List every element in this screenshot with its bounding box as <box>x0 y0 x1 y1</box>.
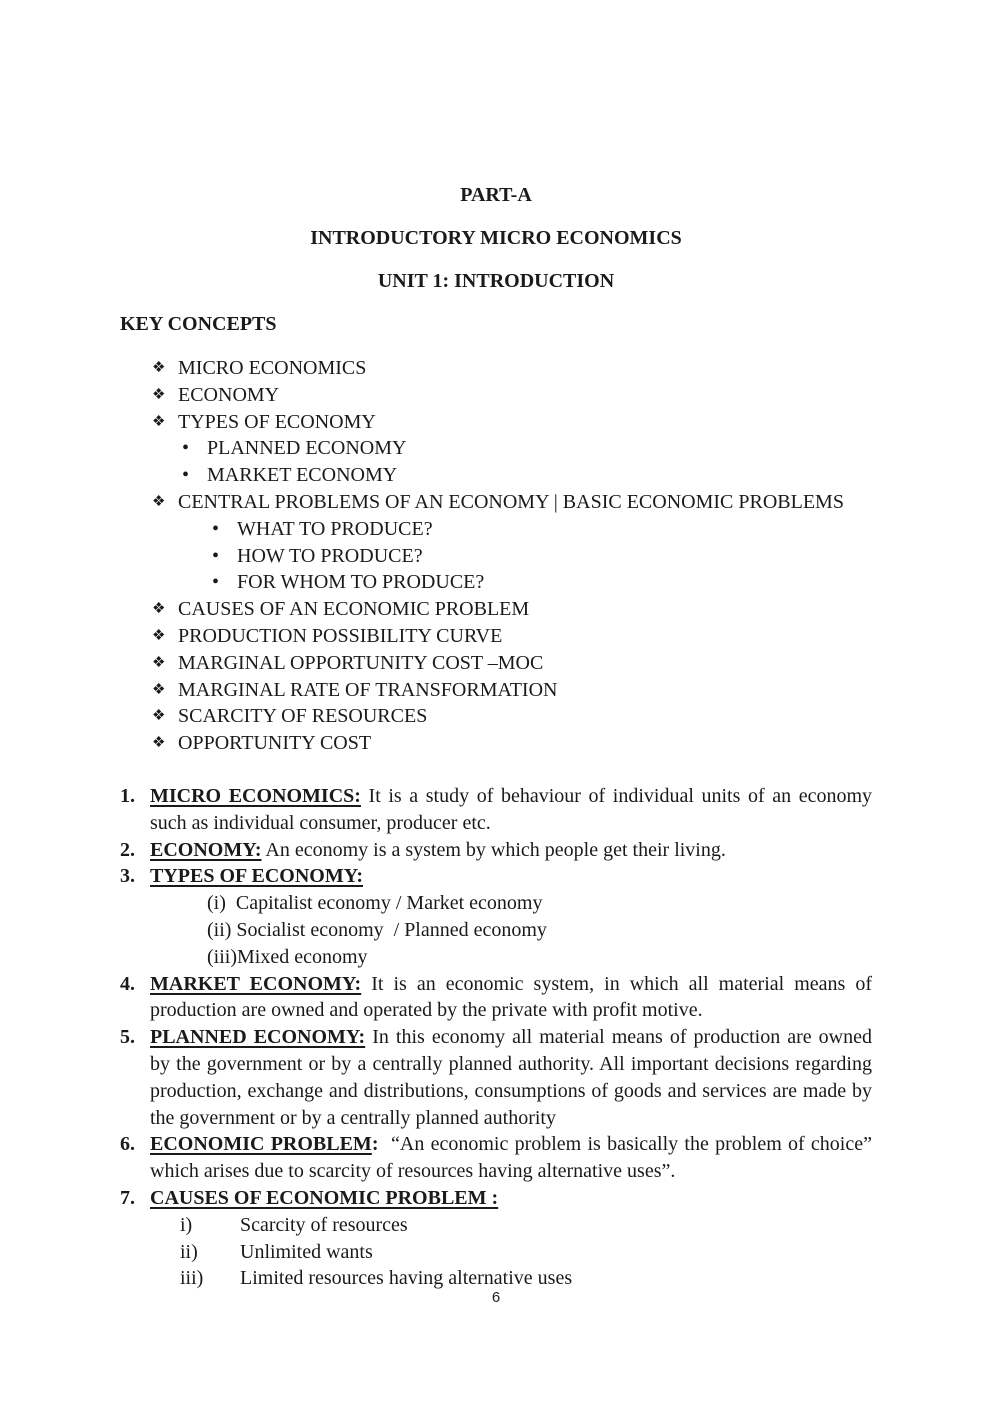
dot-bullet-icon: • <box>182 464 190 487</box>
key-concept-label: HOW TO PRODUCE? <box>237 544 423 567</box>
unit-title: UNIT 1: INTRODUCTION <box>377 270 615 292</box>
key-concept-subitem <box>120 462 872 489</box>
key-concepts-heading: KEY CONCEPTS <box>120 313 277 335</box>
causes-sublist <box>120 1212 872 1292</box>
key-concept-item <box>120 489 872 516</box>
definition-text <box>150 837 872 864</box>
item-number: 4. <box>120 972 135 995</box>
definition-item <box>120 863 872 890</box>
definitions-list <box>120 783 872 1292</box>
definition-body: “An economic problem is basically the problem of choice” which arises due to scarcity of resources having alternative uses”. <box>150 1133 872 1183</box>
diamond-bullet-icon: ❖ <box>152 413 166 430</box>
key-concept-item <box>120 623 872 650</box>
diamond-bullet-icon: ❖ <box>152 708 166 725</box>
definition-term: MARKET ECONOMY: <box>150 972 362 995</box>
sublist-item-text: Scarcity of resources <box>240 1213 408 1236</box>
key-concept-label: MARGINAL RATE OF TRANSFORMATION <box>178 678 558 701</box>
key-concept-label: MARKET ECONOMY <box>207 464 398 487</box>
key-concept-label: SCARCITY OF RESOURCES <box>178 705 428 728</box>
definition-term: ECONOMY: <box>150 838 262 861</box>
definition-item <box>120 971 872 1025</box>
definition-item <box>120 1131 872 1185</box>
item-number: 3. <box>120 865 135 888</box>
diamond-bullet-icon: ❖ <box>152 360 166 376</box>
part-title: PART-A <box>460 184 532 206</box>
key-concept-label: MICRO ECONOMICS <box>178 357 367 379</box>
key-concept-item <box>120 650 872 677</box>
sublist-item <box>120 1239 872 1266</box>
dot-bullet-icon: • <box>212 544 220 567</box>
key-concept-item <box>120 596 872 623</box>
key-concepts-list <box>120 355 872 757</box>
key-concept-label: TYPES OF ECONOMY <box>178 410 376 433</box>
definition-term: PLANNED ECONOMY: <box>150 1026 366 1049</box>
subject-title: INTRODUCTORY MICRO ECONOMICS <box>310 227 682 249</box>
definition-body: It is a study of behaviour of individual units of an economy such as individual consumer, producer etc. <box>150 784 873 834</box>
term-colon: : <box>371 1133 379 1156</box>
diamond-bullet-icon: ❖ <box>152 386 166 403</box>
definition-text <box>150 1024 872 1131</box>
item-number: 2. <box>120 838 135 861</box>
definition-text <box>150 1185 872 1212</box>
sublist-item <box>120 1212 872 1239</box>
roman-numeral: i) <box>180 1213 193 1236</box>
key-concept-label: OPPORTUNITY COST <box>178 732 372 755</box>
definition-body: An economy is a system by which people get their living. <box>265 838 726 861</box>
definition-term: CAUSES OF ECONOMIC PROBLEM : <box>150 1186 499 1209</box>
dot-bullet-icon: • <box>212 571 220 594</box>
page-number: 6 <box>491 1289 501 1306</box>
key-concept-item <box>120 677 872 704</box>
roman-numeral: ii) <box>180 1240 198 1263</box>
sublist-item-text: Unlimited wants <box>240 1240 373 1263</box>
key-concept-label: CENTRAL PROBLEMS OF AN ECONOMY | BASIC ECONOMIC PROBLEMS <box>178 490 844 513</box>
key-concept-label: PRODUCTION POSSIBILITY CURVE <box>178 624 503 647</box>
diamond-bullet-icon: ❖ <box>152 601 166 618</box>
key-concept-item <box>120 703 872 730</box>
definition-body: It is an economic system, in which all material means of production are owned and operated by the private with profit motive. <box>150 972 873 1022</box>
definition-text <box>150 1131 872 1185</box>
key-concept-subitem <box>120 543 872 570</box>
diamond-bullet-icon: ❖ <box>152 681 166 698</box>
key-concept-subitem <box>120 435 872 462</box>
sublist-item: (iii)Mixed economy <box>207 945 368 968</box>
key-concept-label: MARGINAL OPPORTUNITY COST –MOC <box>178 651 544 674</box>
diamond-bullet-icon: ❖ <box>152 493 166 510</box>
key-concept-label: WHAT TO PRODUCE? <box>237 517 433 540</box>
roman-numeral: iii) <box>180 1267 204 1290</box>
diamond-bullet-icon: ❖ <box>152 627 166 644</box>
key-concept-label: PLANNED ECONOMY <box>207 437 407 460</box>
definition-text <box>150 783 872 837</box>
definition-item <box>120 783 872 837</box>
key-concept-item <box>120 355 872 382</box>
diamond-bullet-icon: ❖ <box>152 735 166 752</box>
key-concept-label: FOR WHOM TO PRODUCE? <box>237 571 485 594</box>
key-concept-label: CAUSES OF AN ECONOMIC PROBLEM <box>178 598 530 621</box>
key-concept-subitem <box>120 516 872 543</box>
definition-text <box>150 863 872 890</box>
dot-bullet-icon: • <box>182 437 190 460</box>
key-concept-item <box>120 382 872 409</box>
definition-item <box>120 1185 872 1212</box>
dot-bullet-icon: • <box>212 517 220 540</box>
key-concept-item <box>120 730 872 757</box>
item-number: 1. <box>120 784 135 807</box>
key-concept-item <box>120 409 872 436</box>
key-concept-subitem <box>120 569 872 596</box>
definition-term: ECONOMIC PROBLEM <box>150 1133 372 1156</box>
item-number: 5. <box>120 1026 135 1049</box>
economy-types-sublist <box>120 890 872 970</box>
diamond-bullet-icon: ❖ <box>152 654 166 671</box>
definition-item <box>120 1024 872 1131</box>
item-number: 7. <box>120 1186 135 1209</box>
definition-term: TYPES OF ECONOMY: <box>150 865 363 888</box>
definition-body: In this economy all material means of production are owned by the government or by a centrally planned authority. All important decisions regarding production, exchange and distributions, consumptions of goods and services are made by the government or by a centrally planned authority <box>150 1026 873 1129</box>
key-concept-label: ECONOMY <box>178 383 280 406</box>
sublist-item: (ii) Socialist economy / Planned economy <box>207 918 547 941</box>
sublist-item: (i) Capitalist economy / Market economy <box>207 892 543 915</box>
definition-term: MICRO ECONOMICS: <box>150 784 361 807</box>
definition-item <box>120 837 872 864</box>
item-number: 6. <box>120 1133 135 1156</box>
definition-text <box>150 971 872 1025</box>
sublist-item-text: Limited resources having alternative uses <box>240 1267 573 1290</box>
